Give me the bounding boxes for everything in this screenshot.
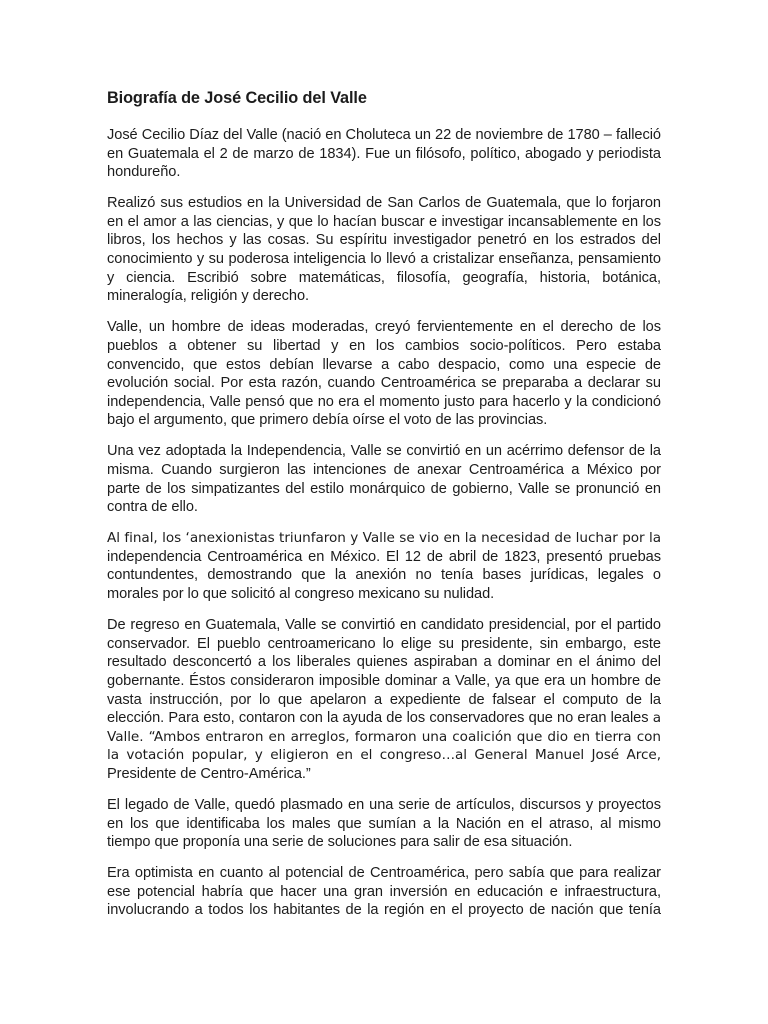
paragraph-intro: José Cecilio Díaz del Valle (nació en Choluteca un 22 de noviembre de 1780 – falleció en Guatemala el 2 de marzo de 1834). Fue un filósofo, político, abogado y periodista hondureño. — [107, 127, 661, 181]
paragraph-election — [107, 616, 661, 783]
paragraph-annexation — [107, 529, 661, 603]
document-page — [107, 88, 661, 933]
paragraph-optimism: Era optimista en cuanto al potencial de Centroamérica, pero sabía que para realizar ese potencial habría que hacer una gran inversión en educación e infraestructura, involucrando a todos los habitantes de la región en el proyecto de nación que tenía — [107, 865, 661, 919]
paragraph-independence: Una vez adoptada la Independencia, Valle se convirtió en un acérrimo defensor de la misma. Cuando surgieron las intenciones de anexar Centroamérica a México por parte de los simpatizantes del estilo monárquico de gobierno, Valle se pronunció en contra de ello. — [107, 443, 661, 516]
election-quote-tail: Presidente de Centro-América.” — [107, 765, 311, 782]
annexation-body-text: independencia Centroamérica en México. El 12 de abril de 1823, presentó pruebas contundentes, demostrando que la anexión no tenía bases jurídicas, legales o morales por lo que solicitó al congreso mexicano su nulidad. — [107, 548, 661, 603]
election-quote-text: a Valle. “Ambos entraron en arreglos, formaron una coalición que dio en tierra con la votación popular, y eligieron en el congreso…al General Manuel José Arce, — [107, 710, 661, 764]
annexation-lead-text: Al final, los ‘anexionistas triunfaron y Valle se vio en la necesidad de luchar por la — [107, 530, 661, 547]
paragraph-studies: Realizó sus estudios en la Universidad de San Carlos de Guatemala, que lo forjaron en el amor a las ciencias, y que lo hacían buscar e investigar incansablemente en los libros, los hechos y las cosas. Su espíritu investigador penetró en los estrados del conocimiento y su poderosa inteligencia lo llevó a cristalizar enseñanza, pensamiento y ciencia. Escribió sobre matemáticas, filosofía, geografía, historia, botánica, mineralogía, religión y derecho. — [107, 195, 661, 305]
document-title: Biografía de José Cecilio del Valle — [107, 89, 367, 107]
paragraph-legacy: El legado de Valle, quedó plasmado en una serie de artículos, discursos y proyectos en los que identificaba los males que sumían a la Nación en el atraso, al mismo tiempo que proponía una serie de soluciones para salir de esa situación. — [107, 797, 661, 851]
election-body-text: De regreso en Guatemala, Valle se convirtió en candidato presidencial, por el partido conservador. El pueblo centroamericano lo elige su presidente, sin embargo, este resultado desconcertó a los liberales quienes aspiraban a dominar en el ánimo del gobernante. Éstos consideraron imposible dominar a Valle, ya que era un hombre de vasta instrucción, por lo que apelaron a expediente de falsear el computo de la elección. Para esto, contaron con la ayuda de los conservadores que no eran leales — [107, 617, 661, 727]
paragraph-ideas: Valle, un hombre de ideas moderadas, creyó fervientemente en el derecho de los pueblos a obtener su libertad y en los cambios socio-políticos. Pero estaba convencido, que estos debían llevarse a cabo despacio, como una especie de evolución social. Por esta razón, cuando Centroamérica se preparaba a declarar su independencia, Valle pensó que no era el momento justo para hacerlo y la condicionó bajo el argumento, que primero debía oírse el voto de las provincias. — [107, 319, 661, 429]
